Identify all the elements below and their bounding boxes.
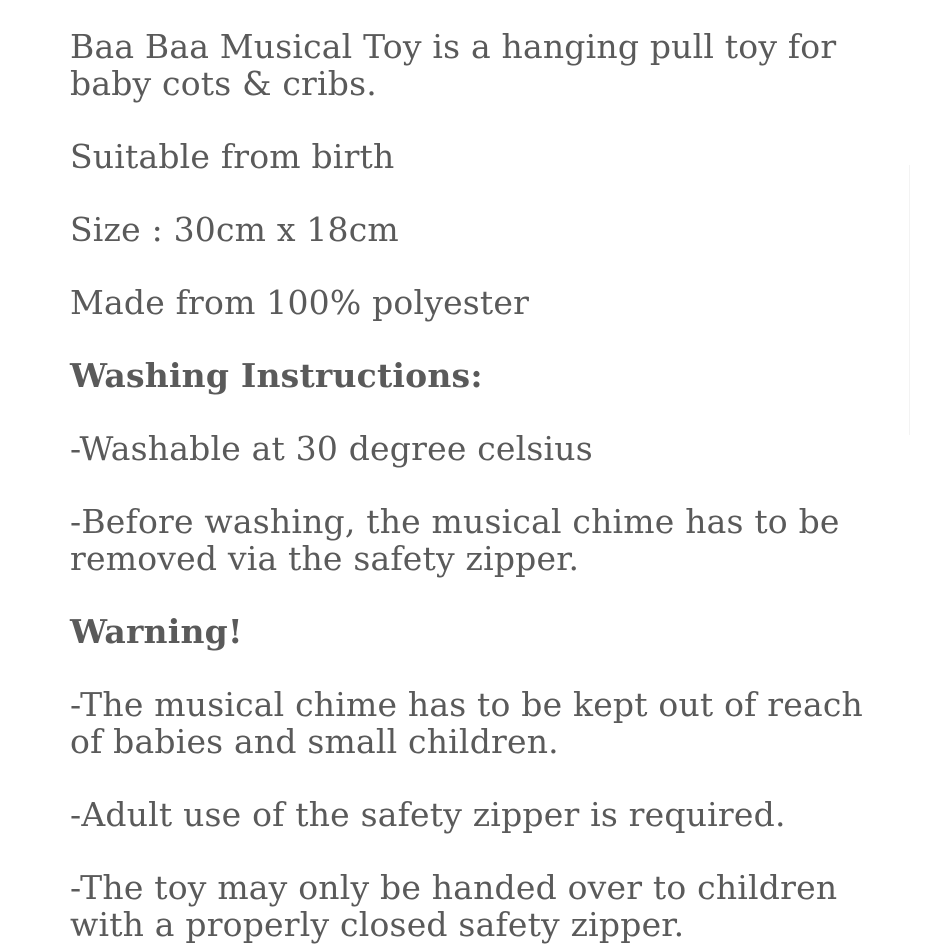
age-suitability: Suitable from birth [70, 137, 395, 176]
intro-paragraph: Baa Baa Musical Toy is a hanging pull toy for baby cots & cribs. [70, 27, 837, 103]
washing-chime-removal: -Before washing, the musical chime has to be removed via the safety zipper. [70, 502, 840, 578]
warning-heading: Warning! [70, 612, 243, 651]
scrollbar-track [909, 165, 910, 435]
washing-temperature: -Washable at 30 degree celsius [70, 429, 593, 468]
product-description-text [70, 28, 900, 950]
material-spec: Made from 100% polyester [70, 283, 530, 322]
washing-instructions-heading: Washing Instructions: [70, 356, 483, 395]
size-spec: Size : 30cm x 18cm [70, 210, 399, 249]
warning-adult-zipper: -Adult use of the safety zipper is required. [70, 795, 786, 834]
warning-closed-zipper: -The toy may only be handed over to children with a properly closed safety zipper. [70, 868, 838, 944]
warning-chime-reach: -The musical chime has to be kept out of reach of babies and small children. [70, 685, 863, 761]
